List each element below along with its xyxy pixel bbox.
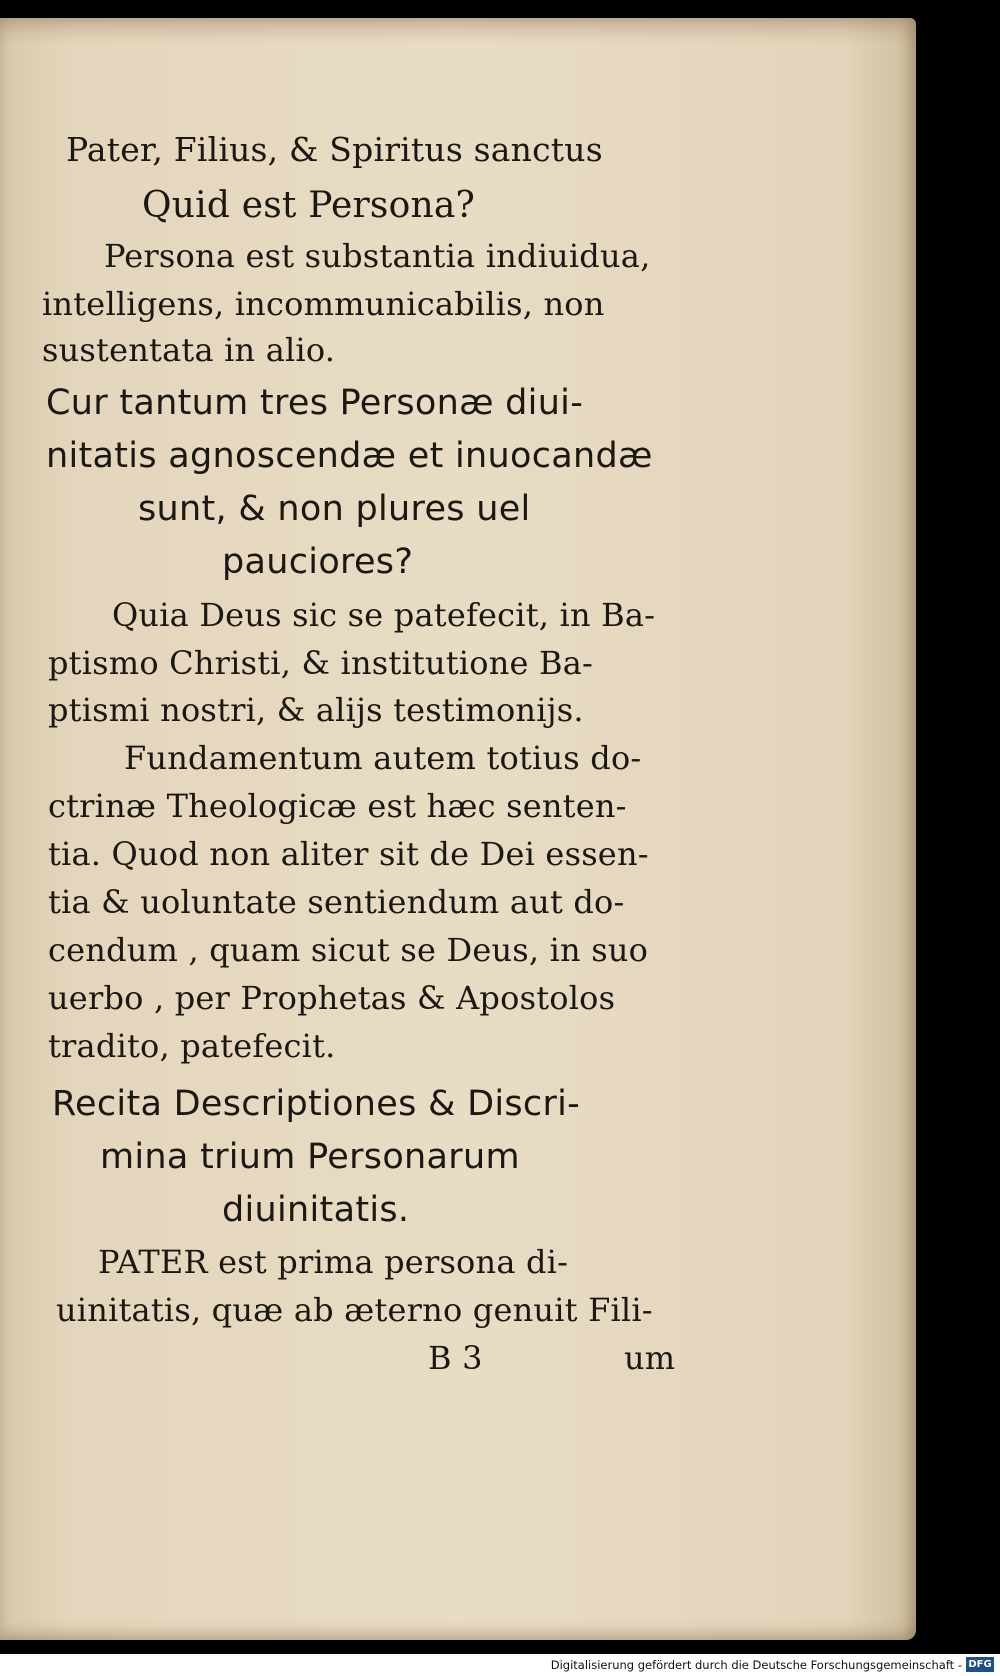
question-heading: Recita Descriptiones & Discri- bbox=[52, 1084, 581, 1124]
text-line: tia. Quod non aliter sit de Dei essen- bbox=[48, 835, 649, 873]
question-heading: nitatis agnoscendæ et inuocandæ bbox=[46, 436, 653, 476]
signature-mark: B 3 bbox=[428, 1339, 483, 1377]
text-line: ctrinæ Theologicæ est hæc senten- bbox=[48, 787, 627, 825]
question-heading: Quid est Persona? bbox=[142, 185, 476, 226]
dfg-logo: DFG bbox=[966, 1657, 994, 1672]
question-heading: pauciores? bbox=[222, 542, 414, 582]
text-line: ptismo Christi, & institutione Ba- bbox=[48, 644, 594, 682]
text-line: uerbo , per Prophetas & Apostolos bbox=[48, 979, 616, 1017]
question-heading: sunt, & non plures uel bbox=[138, 489, 531, 529]
funding-credit-text: Digitalisierung gefördert durch die Deutsche Forschungsgemeinschaft - bbox=[550, 1658, 962, 1672]
text-line: PATER est prima persona di- bbox=[98, 1243, 569, 1281]
text-line: Fundamentum autem totius do- bbox=[124, 739, 642, 777]
text-line: uinitatis, quæ ab æterno genuit Fili- bbox=[56, 1291, 653, 1329]
catchword: um bbox=[624, 1339, 676, 1377]
book-page bbox=[0, 18, 916, 1640]
question-heading: diuinitatis. bbox=[222, 1190, 410, 1230]
text-line: ptismi nostri, & alijs testimonijs. bbox=[48, 691, 584, 729]
question-heading: mina trium Personarum bbox=[100, 1137, 520, 1177]
text-line: sustentata in alio. bbox=[42, 331, 336, 369]
text-line: Persona est substantia indiuidua, bbox=[104, 237, 651, 275]
text-line: Quia Deus sic se patefecit, in Ba- bbox=[112, 596, 656, 634]
text-line: intelligens, incommunicabilis, non bbox=[42, 285, 605, 323]
text-line: cendum , quam sicut se Deus, in suo bbox=[48, 931, 649, 969]
question-heading: Cur tantum tres Personæ diui- bbox=[46, 383, 584, 423]
text-line: tia & uoluntate sentiendum aut do- bbox=[48, 883, 625, 921]
text-line: tradito, patefecit. bbox=[48, 1027, 336, 1065]
text-line: Pater, Filius, & Spiritus sanctus bbox=[66, 130, 603, 169]
page-edge-shading bbox=[0, 18, 916, 44]
footer-credit-bar bbox=[0, 1654, 1000, 1676]
